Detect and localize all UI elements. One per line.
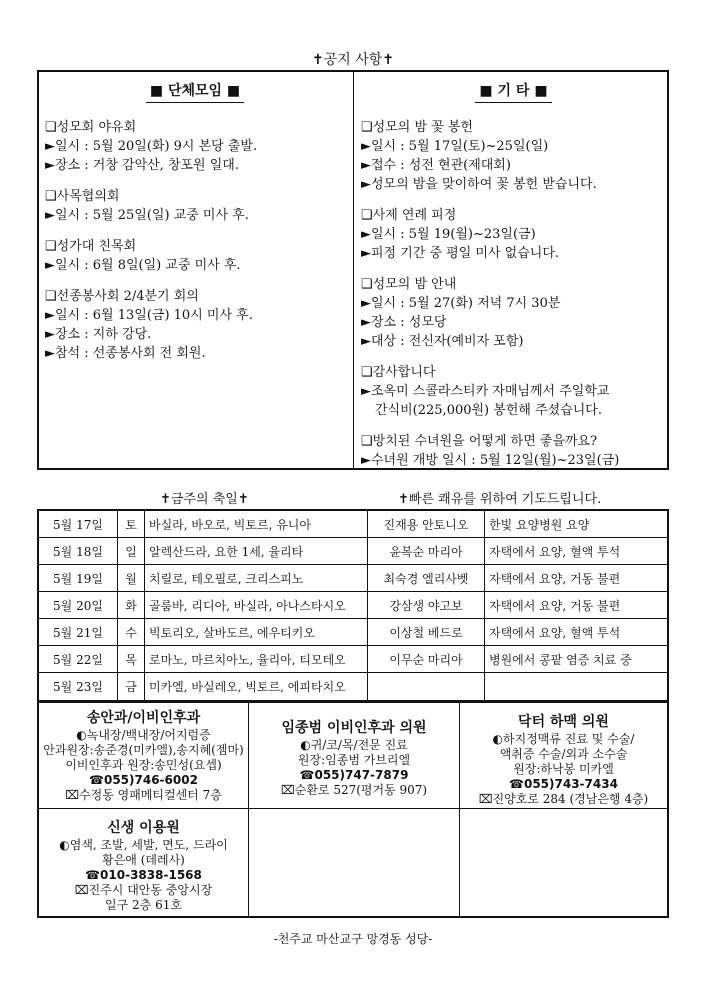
ad-address: ⌧진양호로 284 (경남은행 4층) [478, 792, 649, 806]
prayer-heading: ✝빠른 쾌유를 위하여 기도드립니다. [398, 492, 602, 507]
ad-name: 임종범 이비인후과 의원 [281, 720, 427, 736]
notice-group [361, 206, 666, 263]
notice-group [361, 118, 666, 194]
ad-phone: ☎010-3838-1568 [85, 868, 202, 882]
notice-group-title: ❑성모의 밤 안내 [361, 277, 457, 292]
notice-line: ►조옥미 스콜라스티카 자매님께서 주일학교 [361, 384, 610, 399]
notice-line: ►접수 : 성전 현관(제대회) [361, 158, 511, 173]
notice-line: ►일시 : 5월 17일(토)~25일(일) [361, 139, 549, 154]
notice-line: ►일시 : 6월 8일(일) 교중 미사 후. [45, 258, 241, 273]
feast-date: 5월 21일 [38, 619, 118, 646]
group-meetings-column [45, 72, 345, 363]
notice-line: ►성모의 밤을 맞이하여 꽃 봉헌 받습니다. [361, 177, 597, 192]
patient-name: 이무순 마리아 [368, 646, 485, 673]
ad-line: 황은애 (데레사) [102, 853, 185, 867]
notice-line: ►일시 : 5월 19(월)~23일(금) [361, 227, 536, 242]
notice-group-title: ❑사제 연례 피정 [361, 208, 457, 223]
feast-saints: 골룸바, 리디아, 바실라, 아나스타시오 [145, 592, 368, 619]
feast-date: 5월 17일 [38, 510, 118, 538]
patient-status: 자택에서 요양, 혈액 투석 [485, 538, 669, 565]
footer: -천주교 마산교구 망경동 성당- [273, 932, 433, 946]
notice-group [361, 275, 666, 351]
table-row [38, 673, 668, 702]
notice-group [45, 118, 345, 175]
ads-section [37, 701, 669, 918]
ad-song-clinic [39, 709, 248, 803]
feast-day: 토 [118, 510, 145, 538]
notice-group-title: ❑사목협의회 [45, 189, 120, 204]
notice-group-title: ❑성모회 야유회 [45, 120, 137, 135]
other-notices-header: ■ 기 타 ■ [475, 80, 551, 103]
notice-line: ►일시 : 5월 25일(일) 교중 미사 후. [45, 208, 249, 223]
ad-line: ◐염색, 조발, 세발, 면도, 드라이 [59, 838, 228, 852]
notice-group-title: ❑성가대 친목회 [45, 239, 137, 254]
feast-date: 5월 20일 [38, 592, 118, 619]
ad-line: ◐녹내장/백내장/어지럼증 [76, 728, 211, 742]
page-title: ✝공지 사항✝ [311, 52, 394, 68]
feast-saints: 미카엘, 바실레오, 빅토르, 에피타치오 [145, 673, 368, 702]
notice-group-title: ❑감사합니다 [361, 365, 436, 380]
feast-saints: 바실라, 바오로, 빅토르, 유니아 [145, 510, 368, 538]
notice-group-title: ❑방치된 수녀원을 어떻게 하면 좋을까요? [361, 434, 598, 449]
ad-line: 원장:하낙봉 미카엘 [513, 762, 614, 776]
notice-line: 간식비(225,000원) 봉헌해 주셨습니다. [375, 403, 602, 418]
notice-group [361, 363, 666, 420]
patient-name: 이상철 베드로 [368, 619, 485, 646]
ad-address: ⌧수정동 영패메티컬센터 7층 [65, 788, 222, 802]
notice-group-title: ❑성모의 밤 꽃 봉헌 [361, 120, 473, 135]
ad-barber [39, 819, 248, 913]
notice-line: ►참석 : 선종봉사회 전 회원. [45, 346, 206, 361]
feast-date: 5월 22일 [38, 646, 118, 673]
patient-status [485, 673, 669, 702]
notice-divider [353, 72, 354, 468]
feast-saints: 알렉산드라, 요한 1세, 율리타 [145, 538, 368, 565]
feast-heading: ✝금주의 축일✝ [160, 492, 249, 507]
ad-line: ◐귀/코/목/전문 진료 [300, 738, 408, 752]
table-row [38, 538, 668, 565]
feast-date: 5월 19일 [38, 565, 118, 592]
patient-name: 윤복순 마리아 [368, 538, 485, 565]
ad-address: 일구 2층 61호 [105, 898, 182, 912]
table-row [38, 510, 668, 538]
patient-status: 자택에서 요양, 거동 불편 [485, 592, 669, 619]
notice-line: ►장소 : 거창 감악산, 창포원 일대. [45, 158, 239, 173]
ad-name: 닥터 하맥 의원 [518, 714, 609, 730]
notice-box [37, 70, 669, 470]
patient-name: 진재용 안토니오 [368, 510, 485, 538]
notice-group [45, 287, 345, 363]
patient-status: 병원에서 콩팥 염증 치료 중 [485, 646, 669, 673]
ad-phone: ☎055)746-6002 [89, 773, 198, 787]
notice-group [45, 187, 345, 225]
feast-date: 5월 18일 [38, 538, 118, 565]
feast-day: 화 [118, 592, 145, 619]
table-row [38, 592, 668, 619]
ad-address: ⌧순환로 527(평거동 907) [280, 783, 428, 797]
notice-line: ►대상 : 전신자(예비자 포함) [361, 334, 524, 349]
patient-status: 한빛 요양병원 요양 [485, 510, 669, 538]
ad-hamaek-clinic [460, 713, 667, 807]
notice-line: ►일시 : 5월 27(화) 저녁 7시 30분 [361, 296, 561, 311]
ad-name: 신생 이용원 [107, 820, 180, 836]
ad-line: ◐하지정맥류 진료 및 수술/ [492, 732, 635, 746]
patient-name: 강삼생 야고보 [368, 592, 485, 619]
feast-day: 목 [118, 646, 145, 673]
notice-line: ►피정 기간 중 평일 미사 없습니다. [361, 246, 560, 261]
notice-line: ►일시 : 6월 13일(금) 10시 미사 후. [45, 308, 253, 323]
notice-group-title: ❑선종봉사회 2/4분기 회의 [45, 289, 199, 304]
ad-line: 안과원장:송준경(미카엘),송지혜(젬마) [43, 743, 244, 757]
ad-line: 액취증 수술/외과 소수술 [499, 747, 628, 761]
notice-line: ►일시 : 5월 20일(화) 9시 본당 출발. [45, 139, 258, 154]
table-row [38, 565, 668, 592]
patient-name [368, 673, 485, 702]
patient-name: 최숙경 엘리사벳 [368, 565, 485, 592]
notice-line: ►장소 : 성모당 [361, 315, 447, 330]
feast-date: 5월 23일 [38, 673, 118, 702]
notice-line: ►장소 : 지하 강당. [45, 327, 152, 342]
feast-prayer-table [37, 509, 669, 702]
notice-group [361, 432, 666, 470]
notice-line: ►수녀원 개방 일시 : 5월 12일(월)~23일(금) [361, 453, 620, 468]
feast-day: 수 [118, 619, 145, 646]
feast-day: 일 [118, 538, 145, 565]
ad-address: ⌧진주시 대안동 중앙시장 [74, 883, 213, 897]
table-row [38, 646, 668, 673]
patient-status: 자택에서 요양, 거동 불편 [485, 565, 669, 592]
patient-status: 자택에서 요양, 혈액 투석 [485, 619, 669, 646]
ads-divider [39, 808, 667, 809]
ad-phone: ☎055)743-7434 [509, 777, 618, 791]
feast-saints: 치릴로, 테오필로, 크리스피노 [145, 565, 368, 592]
feast-day: 월 [118, 565, 145, 592]
other-notices-column [361, 72, 666, 470]
ad-lim-clinic [249, 719, 459, 798]
group-meetings-header: ■ 단체모임 ■ [146, 80, 244, 103]
ad-name: 송안과/이비인후과 [86, 710, 201, 726]
feast-day: 금 [118, 673, 145, 702]
ad-line: 이비인후과 원장:송민성(요셉) [65, 758, 222, 772]
notice-group [45, 237, 345, 275]
feast-saints: 로마노, 마르치아노, 율리아, 티모테오 [145, 646, 368, 673]
ad-line: 원장:임종범 가브리엘 [297, 753, 411, 767]
table-row [38, 619, 668, 646]
ad-phone: ☎055)747-7879 [299, 768, 409, 782]
feast-saints: 빅토리오, 살바도르, 에우티키오 [145, 619, 368, 646]
